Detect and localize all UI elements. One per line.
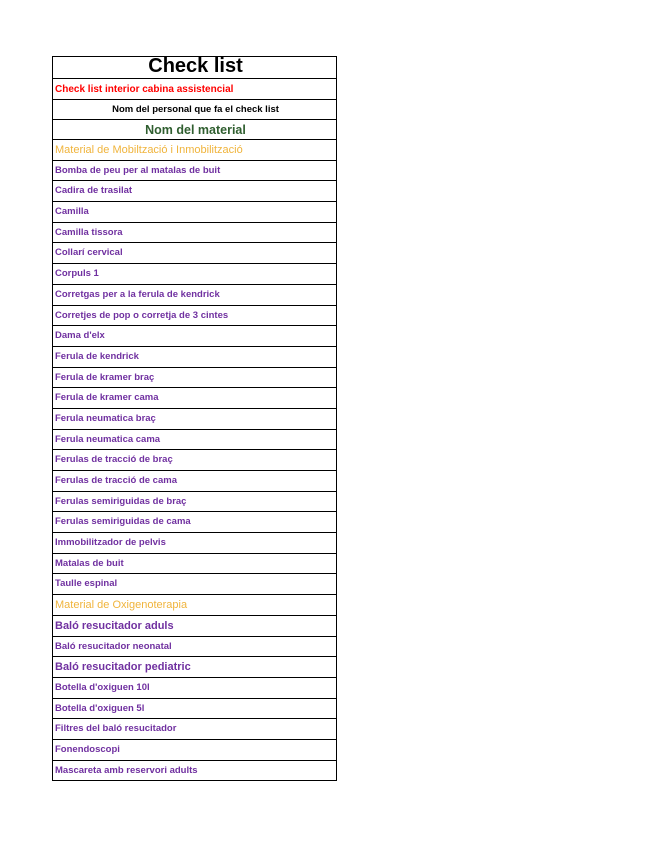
list-item: Ferula de kendrick bbox=[53, 347, 336, 368]
list-item: Botella d'oxiguen 10l bbox=[53, 678, 336, 699]
list-item: Baló resucitador aduls bbox=[53, 616, 336, 637]
list-item: Corpuls 1 bbox=[53, 264, 336, 285]
list-item: Camilla tissora bbox=[53, 223, 336, 244]
list-item: Immobilitzador de pelvis bbox=[53, 533, 336, 554]
list-item: Ferulas semiriguidas de cama bbox=[53, 512, 336, 533]
list-item: Baló resucitador pediatric bbox=[53, 657, 336, 678]
list-item: Ferulas de tracció de braç bbox=[53, 450, 336, 471]
column-header: Nom del material bbox=[53, 120, 336, 140]
list-item: Ferula de kramer braç bbox=[53, 368, 336, 389]
list-item: Dama d'elx bbox=[53, 326, 336, 347]
list-item: Ferula neumatica cama bbox=[53, 430, 336, 451]
list-item: Fonendoscopi bbox=[53, 740, 336, 761]
list-item: Mascareta amb reservori adults bbox=[53, 761, 336, 782]
list-item: Bomba de peu per al matalas de buit bbox=[53, 161, 336, 182]
list-item: Baló resucitador neonatal bbox=[53, 637, 336, 658]
list-item: Corretjes de pop o corretja de 3 cintes bbox=[53, 306, 336, 327]
list-item: Taulle espinal bbox=[53, 574, 336, 595]
checklist-table bbox=[52, 56, 337, 781]
list-item: Corretgas per a la ferula de kendrick bbox=[53, 285, 336, 306]
list-item: Camilla bbox=[53, 202, 336, 223]
checklist-subtitle: Check list interior cabina assistencial bbox=[53, 79, 336, 100]
section-heading: Material de Mobiltzació i Inmobilització bbox=[53, 140, 336, 161]
list-item: Ferula neumatica braç bbox=[53, 409, 336, 430]
list-item: Cadira de trasilat bbox=[53, 181, 336, 202]
list-item: Filtres del baló resucitador bbox=[53, 719, 336, 740]
list-item: Ferulas semiriguidas de braç bbox=[53, 492, 336, 513]
list-item: Botella d'oxiguen 5l bbox=[53, 699, 336, 720]
personnel-name-label: Nom del personal que fa el check list bbox=[53, 100, 336, 120]
page-title: Check list bbox=[53, 57, 336, 79]
list-item: Ferula de kramer cama bbox=[53, 388, 336, 409]
list-item: Ferulas de tracció de cama bbox=[53, 471, 336, 492]
list-item: Matalas de buit bbox=[53, 554, 336, 575]
list-item: Collarí cervical bbox=[53, 243, 336, 264]
section-heading: Material de Oxigenoterapia bbox=[53, 595, 336, 616]
